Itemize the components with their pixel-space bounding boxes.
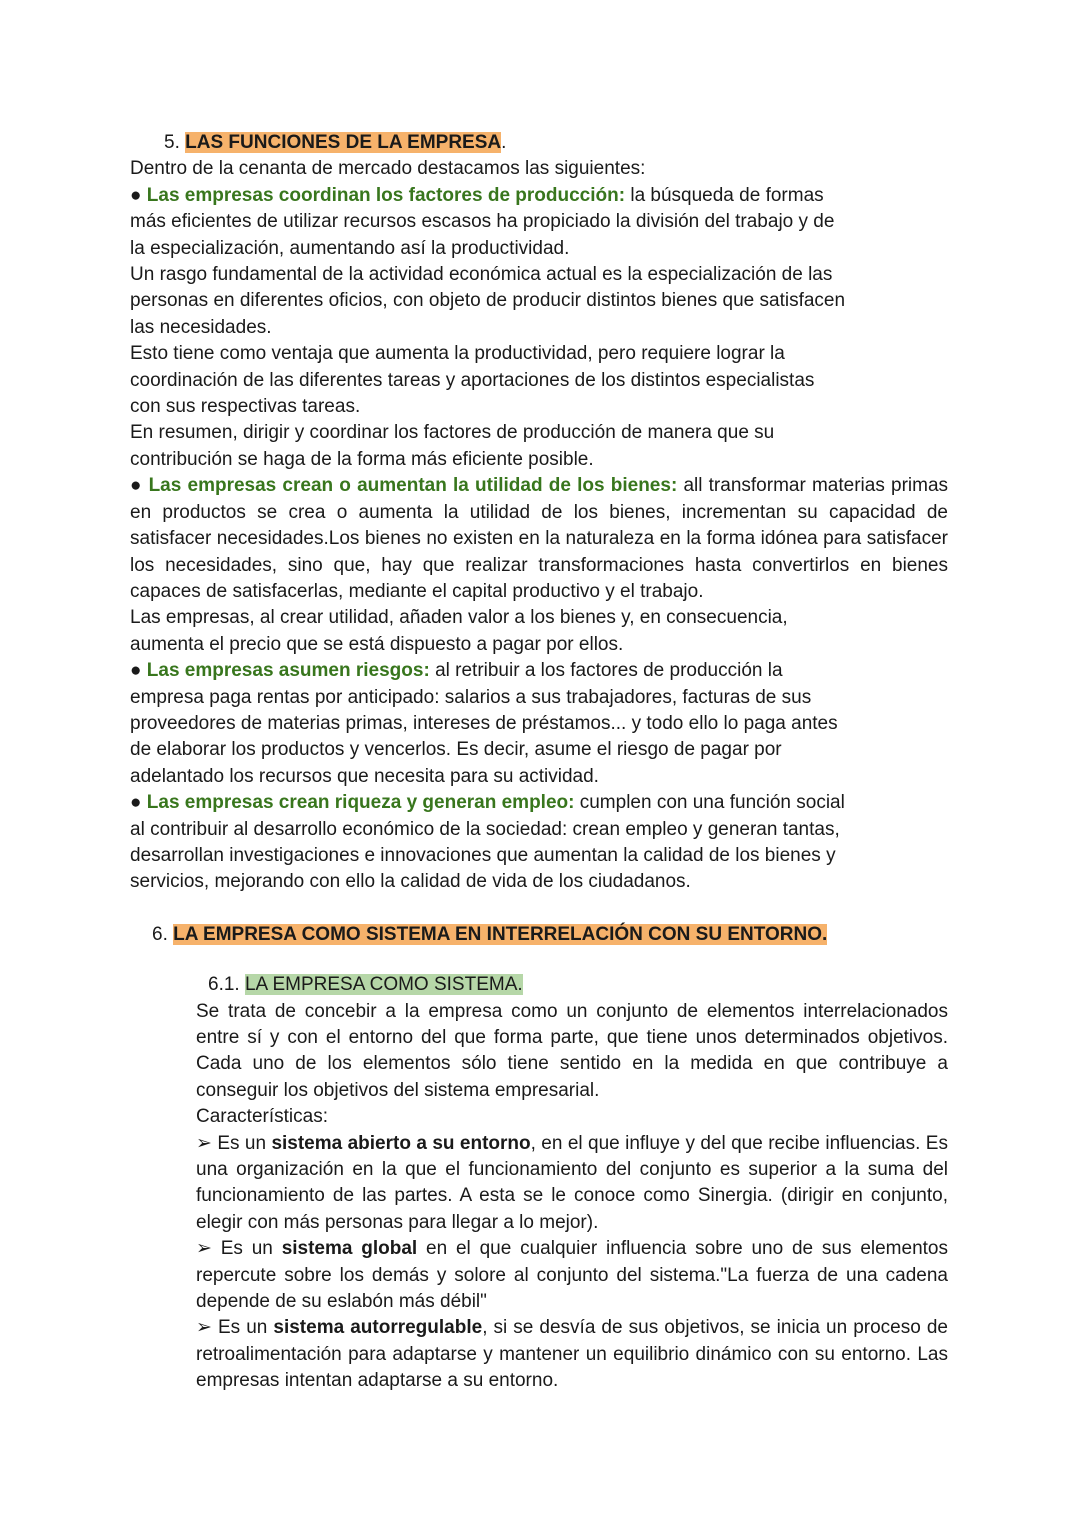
characteristics-label: Características: [196, 1106, 328, 1128]
arrow-icon: ➢ [196, 1238, 212, 1260]
item-lead: Las empresas asumen riesgos: [146, 660, 430, 682]
section-5-intro: Dentro de la cenanta de mercado destacamos las siguientes: [130, 158, 646, 180]
point-bold: sistema autorregulable [273, 1317, 483, 1339]
subsection-intro: Se trata de concebir a la empresa como un conjunto de elementos interrelacionados entre sí y con el entorno del que forma parte, que tiene unos determinados objetivos. Cada uno de los elementos sólo tiene sentido en la medida en que contribuye a conseguir los objetivos del sistema empresarial. [196, 1000, 948, 1101]
text-line: coordinación de las diferentes tareas y aportaciones de los distintos especialistas [130, 369, 815, 391]
bullet-icon: ● [130, 184, 142, 206]
item-lead: Las empresas crean riqueza y generan empleo: [146, 792, 575, 814]
bullet-icon: ● [130, 660, 142, 682]
point-prefix: Es un [211, 1317, 274, 1339]
subsection-6-1-heading [196, 972, 950, 998]
text-line: adelantado los recursos que necesita para su actividad. [130, 765, 599, 787]
list-item-coordinan [130, 183, 950, 209]
characteristic-item [196, 1131, 948, 1237]
text-line: En resumen, dirigir y coordinar los factores de producción de manera que su [130, 422, 775, 444]
text-line: más eficientes de utilizar recursos escasos ha propiciado la división del trabajo y de [130, 211, 835, 233]
subsection-6-1-number: 6.1. [208, 974, 240, 996]
text-line: al contribuir al desarrollo económico de la sociedad: crean empleo y generan tantas, [130, 818, 840, 840]
point-text: , en el que influye y del que recibe influencias. Es una organización en la que el funcionamiento del conjunto es superior a la suma del funcionamiento de las partes. A esta se le conoce como Sinergia. (dirigir en conjunto, elegir con más personas para llegar a lo mejor). [196, 1132, 948, 1233]
point-prefix: Es un [211, 1238, 282, 1260]
section-5-title: LAS FUNCIONES DE LA EMPRESA [185, 132, 502, 153]
list-item-riqueza [130, 790, 950, 816]
text-line: de elaborar los productos y vencerlos. Es decir, asume el riesgo de pagar por [130, 739, 782, 761]
point-bold: sistema global [281, 1238, 418, 1260]
section-6-title: LA EMPRESA COMO SISTEMA EN INTERRELACIÓN CON SU ENTORNO. [173, 923, 828, 945]
text-line: Las empresas, al crear utilidad, añaden valor a los bienes y, en consecuencia, [130, 607, 788, 629]
section-5-number: 5. [164, 132, 180, 153]
item-lead: Las empresas crean o aumentan la utilidad de los bienes: [148, 475, 678, 497]
section-5-title-suffix: . [501, 132, 507, 153]
item-text: la búsqueda de formas [625, 184, 824, 206]
text-line: personas en diferentes oficios, con objeto de producir distintos bienes que satisfacen [130, 290, 846, 312]
item-text: al retribuir a los factores de producción la [429, 660, 783, 682]
text-line: desarrollan investigaciones e innovaciones que aumentan la calidad de los bienes y [130, 844, 836, 866]
item-text: all transformar materias primas en productos se crea o aumenta la utilidad de los bienes, incrementan su capacidad de satisfacer necesidades.Los bienes no existen en la naturaleza en la forma idónea para satisfacer los necesidades, sino que, hay que realizar transformaciones hasta convertirlos en bienes capaces de satisfacerlas, mediante el capital productivo y el trabajo. [130, 475, 949, 602]
point-prefix: Es un [211, 1132, 272, 1154]
text-line: las necesidades. [130, 316, 272, 338]
text-line: empresa paga rentas por anticipado: salarios a sus trabajadores, facturas de sus [130, 686, 812, 708]
text-line: con sus respectivas tareas. [130, 396, 361, 418]
point-bold: sistema abierto a su entorno [271, 1132, 531, 1154]
document-page [130, 130, 950, 1395]
item-lead: Las empresas coordinan los factores de producción: [146, 184, 626, 206]
arrow-icon: ➢ [196, 1132, 212, 1154]
subsection-6-1 [130, 972, 950, 1395]
characteristic-item [196, 1315, 948, 1394]
text-line: Un rasgo fundamental de la actividad económica actual es la especialización de las [130, 264, 833, 286]
list-item-riesgos [130, 658, 950, 684]
text-line: servicios, mejorando con ello la calidad de vida de los ciudadanos. [130, 871, 691, 893]
list-item-utilidad [130, 473, 948, 605]
text-line: Esto tiene como ventaja que aumenta la productividad, pero requiere lograr la [130, 343, 785, 365]
text-line: aumenta el precio que se está dispuesto a pagar por ellos. [130, 633, 624, 655]
bullet-icon: ● [130, 792, 142, 814]
point-text: , si se desvía de sus objetivos, se inicia un proceso de retroalimentación para adaptarse y mantener un equilibrio dinámico con su entorno. Las empresas intentan adaptarse a su entorno. [196, 1317, 948, 1392]
point-text: en el que cualquier influencia sobre uno de sus elementos repercute sobre los demás y solore al conjunto del sistema."La fuerza de una cadena depende de su eslabón más débil" [196, 1238, 948, 1313]
text-line: proveedores de materias primas, intereses de préstamos... y todo ello lo paga antes [130, 712, 838, 734]
text-line: la especialización, aumentando así la productividad. [130, 237, 570, 259]
section-5-heading [130, 130, 950, 156]
bullet-icon: ● [130, 475, 143, 497]
text-line: contribución se haga de la forma más eficiente posible. [130, 448, 594, 470]
arrow-icon: ➢ [196, 1317, 212, 1339]
section-6-heading [130, 922, 950, 948]
item-text: cumplen con una función social [574, 792, 845, 814]
characteristic-item [196, 1236, 948, 1315]
section-6-number: 6. [152, 923, 168, 945]
subsection-6-1-title: LA EMPRESA COMO SISTEMA. [244, 974, 523, 996]
